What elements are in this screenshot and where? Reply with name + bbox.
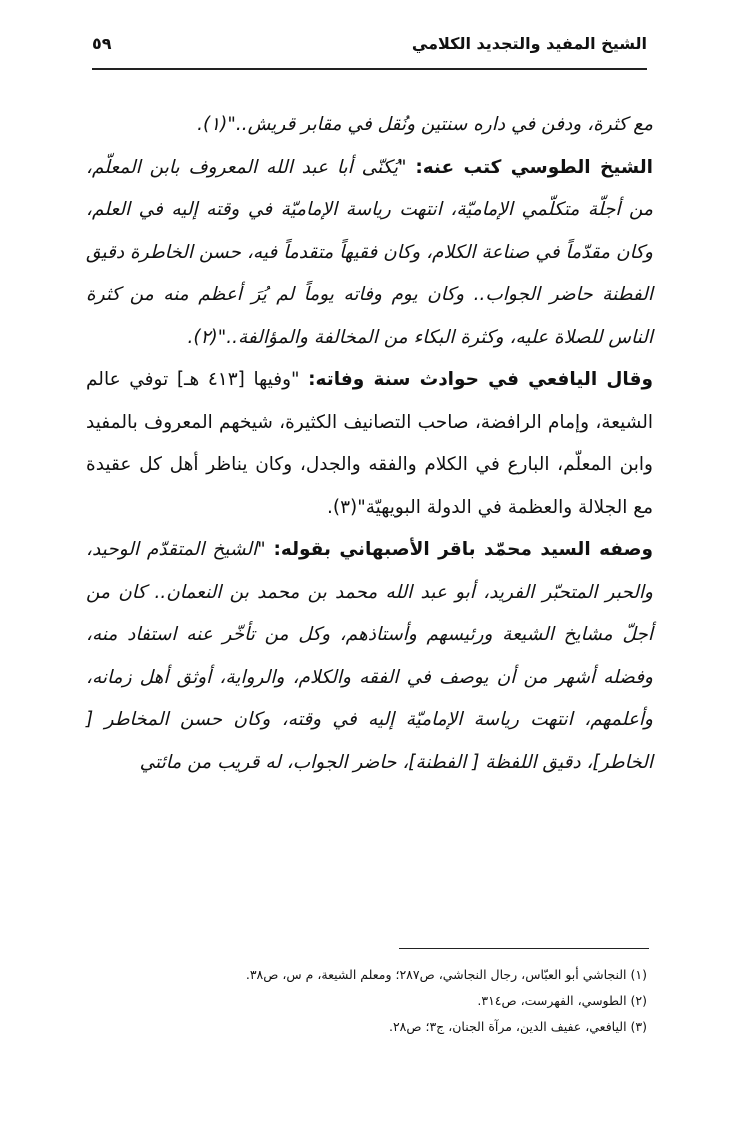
paragraph-4-lead: وصفه السيد محمّد باقر الأصبهاني بقوله: bbox=[273, 539, 653, 560]
footnote-rule bbox=[399, 948, 649, 949]
page-header bbox=[92, 34, 647, 64]
paragraph-4 bbox=[86, 529, 653, 784]
paragraph-2-lead: الشيخ الطوسي كتب عنه: bbox=[415, 156, 654, 178]
paragraph-2-text: "يُكنّى أبا عبد الله المعروف بابن المعلّم، من أجلّة متكلّمي الإماميّة، انتهت رياسة الإماميّة في وقته إليه في العلم، وكان مقدّماً في صناعة الكلام، وكان فقيهاً متقدماً فيه، حسن الخاطرة دقيق الفطنة حاضر الجواب.. وكان يوم وفاته يوماً لم يُرَ أعظم منه من كثرة الناس للصلاة عليه، وكثرة البكاء من المخالفة والمؤالفة.."(٢). bbox=[86, 156, 653, 348]
paragraph-3 bbox=[86, 359, 653, 529]
paragraph-2 bbox=[86, 147, 653, 360]
paragraph-3-text: "وفيها [٤١٣ هـ] توفي عالم الشيعة، وإمام الرافضة، صاحب التصانيف الكثيرة، شيخهم المعروف بالمفيد وابن المعلّم، البارع في الكلام والفقه والجدل، وكان يناظر أهل كل عقيدة مع الجلالة والعظمة في الدولة البويهيّة"(٣). bbox=[86, 369, 653, 518]
running-title: الشيخ المفيد والتجديد الكلامي bbox=[411, 34, 647, 53]
footnotes bbox=[92, 962, 647, 1040]
footnote-2: (٢) الطوسي، الفهرست، ص٣١٤. bbox=[477, 993, 647, 1008]
footnote-1: (١) النجاشي أبو العبّاس، رجال النجاشي، ص٢٨٧؛ ومعلم الشيعة، م س، ص٣٨. bbox=[245, 967, 647, 982]
header-rule bbox=[92, 68, 647, 70]
paragraph-4-text: "الشيخ المتقدّم الوحيد، والحبر المتحبّر الفريد، أبو عبد الله محمد بن محمد بن النعمان.. كان من أجلّ مشايخ الشيعة ورئيسهم وأستاذهم، وكل من تأخّر عنه استفاد منه، وفضله أشهر من أن يوصف في الفقه والكلام، والرواية، أوثق أهل زمانه، وأعلمهم، انتهت رياسة الإماميّة إليه في وقته، وكان حسن المخاطر [ الخاطر]، دقيق اللفظة [ الفطنة]، حاضر الجواب، له قريب من مائتي bbox=[86, 539, 653, 773]
footnote-3: (٣) اليافعي، عفيف الدين، مرآة الجنان، ج٣؛ ص٢٨. bbox=[388, 1019, 647, 1034]
paragraph-1 bbox=[86, 104, 653, 147]
paragraph-3-lead: وقال اليافعي في حوادث سنة وفاته: bbox=[308, 369, 653, 390]
page-number: ٥٩ bbox=[92, 34, 112, 53]
body-text bbox=[86, 104, 653, 784]
paragraph-1-text: مع كثرة، ودفن في داره سنتين ونُقل في مقابر قريش.."(١). bbox=[197, 114, 653, 135]
